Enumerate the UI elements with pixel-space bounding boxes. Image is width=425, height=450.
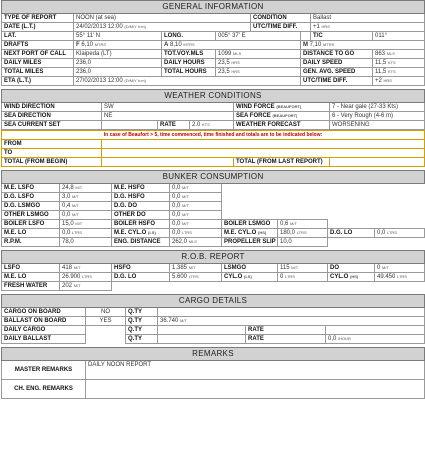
rob-cyl-hs-label xyxy=(328,273,375,282)
me-lo-unit: LTRS xyxy=(72,230,82,235)
remarks-table xyxy=(1,347,425,399)
bunker-item-unit: M/T xyxy=(182,185,189,190)
cargo-qty-field[interactable] xyxy=(158,308,425,317)
to-label: TO xyxy=(2,149,102,158)
general-information-table xyxy=(1,0,425,86)
wind-force-field[interactable]: 7 - Near gale (27-33 Kts) xyxy=(330,103,425,112)
eng-distance-value: 262,0 xyxy=(172,239,188,245)
utc-diff-value: +1 xyxy=(313,24,320,30)
daily-ballast-rate-field[interactable] xyxy=(326,335,425,344)
condition-field[interactable]: Ballast xyxy=(311,14,425,23)
eta-utc-field[interactable] xyxy=(373,77,425,86)
wind-direction-label: WIND DIRECTION xyxy=(2,103,102,112)
propeller-slip-field[interactable]: 10,0 xyxy=(278,238,328,247)
weather-forecast-field[interactable]: WORSENING xyxy=(330,121,425,130)
gen-avg-speed-value: 11,5 xyxy=(375,69,387,75)
draft-fore-value: 6,10 xyxy=(81,42,94,48)
boiler-lsmgo-field[interactable] xyxy=(278,220,328,229)
drafts-label: DRAFTS xyxy=(2,41,74,50)
bunker-item-field[interactable] xyxy=(60,184,112,193)
bunker-item-label: D.G. LSMGO xyxy=(2,202,60,211)
ballast-qty-label: Q.TY xyxy=(126,317,158,326)
draft-mid-unit: MTRS xyxy=(323,42,335,47)
bunker-item-value: 0,0 xyxy=(172,212,181,218)
gen-avg-speed-unit: KTS xyxy=(387,69,396,74)
sea-force-scale: (BEAUFORT) xyxy=(272,113,298,118)
daily-hours-field[interactable] xyxy=(216,59,301,68)
general-information-title: GENERAL INFORMATION xyxy=(2,1,425,14)
dist-to-go-field[interactable] xyxy=(373,50,425,59)
date-label: DATE (L.T.) xyxy=(2,23,74,32)
me-cyl-hs-unit: LTRS xyxy=(296,230,307,235)
rob-report-table xyxy=(1,250,425,291)
rob-dg-lo-unit: LTRS xyxy=(188,274,199,279)
me-cyl-ls-label xyxy=(112,229,170,238)
bunker-consumption-table xyxy=(1,170,425,247)
master-remarks-label: MASTER REMARKS xyxy=(2,361,86,380)
total-hours-value: 23,5 xyxy=(218,69,230,75)
ch-eng-remarks-label: CH. ENG. REMARKS xyxy=(2,380,86,399)
bunker-item-unit: M/T xyxy=(182,212,189,217)
rob-blank xyxy=(112,282,425,291)
weather-forecast-label: WEATHER FORECAST xyxy=(234,121,330,130)
gen-avg-speed-field[interactable] xyxy=(373,68,425,77)
me-lo-value: 0,0 xyxy=(62,230,71,236)
dist-to-go-unit: MLS xyxy=(386,51,395,56)
bunker-item-field[interactable] xyxy=(60,211,112,220)
daily-cargo-qty-field[interactable] xyxy=(158,326,246,335)
bunker-item-unit: M/T xyxy=(75,185,83,190)
bunker-item-field[interactable] xyxy=(170,193,222,202)
bunker-item-label: M.E. HSFO xyxy=(112,184,170,193)
draft-mid-field[interactable] xyxy=(301,41,425,50)
type-of-report-label: TYPE OF REPORT xyxy=(2,14,74,23)
rob-do-field[interactable] xyxy=(375,264,425,273)
draft-fore-label: F xyxy=(76,42,80,48)
draft-mid-value: 7,10 xyxy=(309,42,322,48)
draft-mid-label: M xyxy=(303,42,308,48)
me-cyl-ls-tag: (LS) xyxy=(148,230,156,235)
rob-lsfo-field[interactable] xyxy=(60,264,112,273)
rob-cyl-hs-field[interactable] xyxy=(375,273,425,282)
boiler-lsmgo-value: 0,6 xyxy=(280,221,289,227)
bunker-item-label: D.G. HSFO xyxy=(112,193,170,202)
master-remarks-field[interactable]: DAILY NOON REPORT xyxy=(86,361,425,380)
daily-ballast-rate-unit: /HOUR xyxy=(338,336,351,341)
bunker-item-label: M.E. LSFO xyxy=(2,184,60,193)
bunker-item-value: 0,0 xyxy=(172,194,181,200)
total-from-last-field[interactable] xyxy=(330,158,425,167)
rate-field[interactable] xyxy=(190,121,234,130)
rob-hsfo-unit: M/T xyxy=(188,265,196,270)
bunker-item-value: 3,0 xyxy=(62,194,71,200)
boiler-hsfo-value: 0,0 xyxy=(172,221,181,227)
rob-do-unit: M/T xyxy=(382,265,389,270)
rob-cyl-hs-label-text: CYL.O xyxy=(330,274,349,280)
rob-fresh-water-label: FRESH WATER xyxy=(2,282,60,291)
rob-cyl-ls-tag: (LS) xyxy=(244,274,252,279)
me-cyl-hs-field[interactable] xyxy=(278,229,328,238)
wind-direction-field[interactable]: SW xyxy=(102,103,234,112)
rob-lsmgo-label: LSMGO xyxy=(222,264,278,273)
rob-do-value: 0 xyxy=(377,265,381,271)
propeller-slip-label: PROPELLER SLIP xyxy=(222,238,278,247)
me-cyl-ls-field[interactable] xyxy=(170,229,222,238)
long-label: LONG. xyxy=(162,32,216,41)
rob-cyl-ls-unit: LTRS xyxy=(285,274,295,279)
next-port-label: NEXT PORT OF CALL xyxy=(2,50,74,59)
draft-aft-value: 8,10 xyxy=(170,42,182,48)
total-hours-label: TOTAL HOURS xyxy=(162,68,216,77)
eta-utc-label: UTC/TIME DIFF. xyxy=(301,77,373,86)
rpm-field[interactable]: 78,0 xyxy=(60,238,112,247)
rob-dg-lo-label: D.G. LO xyxy=(112,273,170,282)
daily-ballast-blank xyxy=(86,335,126,344)
tot-voy-value: 1099 xyxy=(218,51,232,57)
total-from-begin-label: TOTAL (FROM BEGIN) xyxy=(2,158,102,167)
draft-aft-field[interactable] xyxy=(162,41,301,50)
rob-hsfo-value: 1.385 xyxy=(172,265,188,271)
next-port-field[interactable]: Klaipeda (LT) xyxy=(74,50,162,59)
utc-diff-unit: HRS xyxy=(321,24,330,29)
bunker-item-field[interactable] xyxy=(60,193,112,202)
cargo-qty-label: Q.TY xyxy=(126,308,158,317)
sea-direction-label: SEA DIRECTION xyxy=(2,112,102,121)
rob-hsfo-label: HSFO xyxy=(112,264,170,273)
daily-ballast-label: DAILY BALLAST xyxy=(2,335,86,344)
draft-aft-unit: MTRS xyxy=(183,42,195,47)
bunker-item-field[interactable] xyxy=(170,211,222,220)
cargo-details-title: CARGO DETAILS xyxy=(2,295,425,308)
bunker-item-unit: M/T xyxy=(182,203,189,208)
rob-me-lo-field[interactable] xyxy=(60,273,112,282)
rob-cyl-hs-unit: LTRS xyxy=(397,274,407,279)
lat-field[interactable]: 55° 11' N xyxy=(74,32,162,41)
rob-lsmgo-unit: M/T xyxy=(291,265,299,270)
daily-ballast-qty-field[interactable] xyxy=(158,335,246,344)
me-cyl-hs-tag: (HS) xyxy=(258,230,267,235)
total-miles-label: TOTAL MILES xyxy=(2,68,74,77)
boiler-hsfo-unit: M/T xyxy=(182,221,189,226)
cargo-on-board-field[interactable]: NO xyxy=(86,308,126,317)
rob-fresh-water-unit: M/T xyxy=(73,283,81,288)
total-from-begin-field[interactable] xyxy=(102,158,234,167)
eta-value: 27/02/2013 12:00 xyxy=(76,78,123,84)
draft-fore-unit: MTRS xyxy=(94,42,107,47)
rob-me-lo-unit: LTRS xyxy=(82,274,92,279)
bunker-item-field[interactable] xyxy=(170,202,222,211)
daily-speed-unit: KTS xyxy=(387,60,396,65)
rob-lsfo-unit: M/T xyxy=(73,265,81,270)
bunker-row-blank xyxy=(222,193,425,202)
daily-ballast-qty-label: Q.TY xyxy=(126,335,158,344)
tot-voy-label: TOT.VOY.MLS xyxy=(162,50,216,59)
cargo-on-board-label: CARGO ON BOARD xyxy=(2,308,86,317)
rob-dg-lo-field[interactable] xyxy=(170,273,222,282)
bunker-item-label: D.G. LSFO xyxy=(2,193,60,202)
boiler-hsfo-field[interactable] xyxy=(170,220,222,229)
me-cyl-ls-unit: LTRS xyxy=(182,230,192,235)
me-cyl-hs-label xyxy=(222,229,278,238)
rob-dg-lo-value: 5.600 xyxy=(172,274,188,280)
rob-me-lo-label: M.E. LO xyxy=(2,273,60,282)
boiler-lsmgo-label: BOILER LSMGO xyxy=(222,220,278,229)
draft-aft-label: A xyxy=(164,42,169,48)
rob-fresh-water-field[interactable] xyxy=(60,282,112,291)
total-from-last-label: TOTAL (FROM LAST REPORT) xyxy=(234,158,330,167)
daily-cargo-rate-label: RATE xyxy=(246,326,326,335)
daily-hours-value: 23,5 xyxy=(218,60,230,66)
bunker-row xyxy=(2,202,425,211)
rob-cyl-ls-label xyxy=(222,273,278,282)
long-field[interactable]: 005° 37' E xyxy=(216,32,301,41)
boiler-lsfo-unit: M/T xyxy=(75,221,83,226)
bunker-item-unit: M/T xyxy=(72,194,79,199)
daily-ballast-rate-value: 0,0 xyxy=(328,336,337,342)
bunker-row-blank xyxy=(222,184,425,193)
ballast-on-board-field[interactable]: YES xyxy=(86,317,126,326)
bunker-item-label: OTHER DO xyxy=(112,211,170,220)
dist-to-go-label: DISTANCE TO GO xyxy=(301,50,373,59)
draft-fore-field[interactable] xyxy=(74,41,162,50)
to-field[interactable] xyxy=(102,149,425,158)
ballast-on-board-label: BALLAST ON BOARD xyxy=(2,317,86,326)
bunker-consumption-title: BUNKER CONSUMPTION xyxy=(2,171,425,184)
bunker-item-value: 0,0 xyxy=(172,203,181,209)
bunker-item-label: D.G. DO xyxy=(112,202,170,211)
beaufort-note: In case of Beaufort > 5, time commenced, time finished and totals are to be indicated below: xyxy=(2,131,425,140)
dg-lo-field[interactable] xyxy=(375,229,425,238)
eng-distance-unit: MLS xyxy=(188,239,197,244)
rob-lsmgo-value: 115 xyxy=(280,265,290,271)
bunker-item-value: 24,8 xyxy=(62,185,74,191)
beaufort-box xyxy=(1,130,425,167)
daily-cargo-blank xyxy=(86,326,126,335)
daily-miles-field[interactable]: 236,0 xyxy=(74,59,162,68)
tc-spacer xyxy=(301,32,311,41)
sea-force-label xyxy=(234,112,330,121)
eng-distance-field[interactable] xyxy=(170,238,222,247)
total-hours-unit: HRS xyxy=(231,69,240,74)
rob-do-label: DO xyxy=(328,264,375,273)
rate-unit: KTS xyxy=(202,122,210,127)
dg-lo-value: 0,0 xyxy=(377,230,386,236)
bunker-row xyxy=(2,193,425,202)
ballast-qty-unit: M/T xyxy=(180,318,187,323)
sea-current-label: SEA CURRENT SET xyxy=(2,121,102,130)
sea-force-label-text: SEA FORCE xyxy=(236,113,271,119)
daily-cargo-qty-label: Q.TY xyxy=(126,326,158,335)
weather-conditions-title: WEATHER CONDITIONS xyxy=(2,90,425,103)
daily-cargo-rate-field[interactable] xyxy=(326,326,425,335)
bunker-item-value: 0,4 xyxy=(62,203,71,209)
wind-force-label xyxy=(234,103,330,112)
lat-label: LAT. xyxy=(2,32,74,41)
condition-label: CONDITION xyxy=(251,14,311,23)
dist-to-go-value: 863 xyxy=(375,51,386,57)
rob-lsmgo-field[interactable] xyxy=(278,264,328,273)
tot-voy-unit: MLS xyxy=(233,51,242,56)
rate-value: 2.0 xyxy=(192,122,201,128)
daily-cargo-label: DAILY CARGO xyxy=(2,326,86,335)
tot-voy-field[interactable] xyxy=(216,50,301,59)
from-label: FROM xyxy=(2,140,102,149)
bunker-item-value: 0,0 xyxy=(62,212,71,218)
ballast-qty-value: 36.740 xyxy=(160,318,179,324)
rob-cyl-ls-field[interactable] xyxy=(278,273,328,282)
gen-avg-speed-label: GEN. AVG. SPEED xyxy=(301,68,373,77)
bunker-row-blank xyxy=(222,211,425,220)
rpm-label: R.P.M. xyxy=(2,238,60,247)
ch-eng-remarks-field[interactable] xyxy=(86,380,425,399)
eta-utc-value: +2 xyxy=(375,78,382,84)
daily-miles-label: DAILY MILES xyxy=(2,59,74,68)
bunker-row xyxy=(2,184,425,193)
cargo-details-table xyxy=(1,294,425,344)
bunker-item-value: 0,0 xyxy=(172,185,181,191)
rob-cyl-hs-tag: (HS) xyxy=(350,274,359,279)
utc-diff-field[interactable] xyxy=(311,23,425,32)
rob-lsfo-label: LSFO xyxy=(2,264,60,273)
rpm-row-blank xyxy=(328,238,425,247)
eta-utc-unit: HRS xyxy=(383,78,392,83)
noon-report-form xyxy=(1,0,424,399)
total-hours-field[interactable] xyxy=(216,68,301,77)
boiler-lsfo-field[interactable] xyxy=(60,220,112,229)
rob-hsfo-field[interactable] xyxy=(170,264,222,273)
tc-label: T/C xyxy=(311,32,373,41)
tc-field[interactable]: 011° xyxy=(373,32,425,41)
eta-label: ETA (L.T.) xyxy=(2,77,74,86)
daily-speed-label: DAILY SPEED xyxy=(301,59,373,68)
utc-diff-label: UTC/TIME DIFF. xyxy=(251,23,311,32)
rob-report-title: R.O.B. REPORT xyxy=(2,251,425,264)
eta-field[interactable] xyxy=(74,77,301,86)
dg-lo-label: D.G. LO xyxy=(328,229,375,238)
bunker-item-unit: M/T xyxy=(72,212,79,217)
boiler-lsmgo-unit: M/T xyxy=(290,221,297,226)
dg-lo-unit: LTRS xyxy=(387,230,397,235)
daily-speed-value: 11,5 xyxy=(375,60,387,66)
me-cyl-ls-value: 0,0 xyxy=(172,230,181,236)
rob-cyl-hs-value: 49.450 xyxy=(377,274,396,280)
sea-current-field[interactable] xyxy=(102,121,158,130)
me-cyl-hs-value: 180,0 xyxy=(280,230,296,236)
me-lo-label: M.E. LO xyxy=(2,229,60,238)
boiler-row-blank xyxy=(328,220,425,229)
wind-force-label-text: WIND FORCE xyxy=(236,104,275,110)
date-format: (D/M/Y h:m) xyxy=(124,24,146,29)
rob-cyl-ls-label-text: CYL.O xyxy=(224,274,243,280)
rate-label: RATE xyxy=(158,121,190,130)
rob-lsfo-value: 418 xyxy=(62,265,73,271)
boiler-lsfo-label: BOILER LSFO xyxy=(2,220,60,229)
sea-direction-field[interactable]: NE xyxy=(102,112,234,121)
daily-ballast-rate-label: RATE xyxy=(246,335,326,344)
eng-distance-label: ENG. DISTANCE xyxy=(112,238,170,247)
ballast-qty-field[interactable] xyxy=(158,317,425,326)
date-field[interactable] xyxy=(74,23,251,32)
bunker-item-unit: M/T xyxy=(72,203,79,208)
remarks-title: REMARKS xyxy=(2,348,425,361)
me-cyl-hs-label-text: M.E. CYL.O xyxy=(224,230,257,236)
wind-force-scale: (BEAUFORT) xyxy=(276,104,302,109)
total-miles-field[interactable]: 236,0 xyxy=(74,68,162,77)
daily-hours-label: DAILY HOURS xyxy=(162,59,216,68)
daily-speed-field[interactable] xyxy=(373,59,425,68)
boiler-lsfo-value: 15,0 xyxy=(62,221,74,227)
bunker-item-field[interactable] xyxy=(60,202,112,211)
from-field[interactable] xyxy=(102,140,425,149)
bunker-item-unit: M/T xyxy=(182,194,189,199)
rob-me-lo-value: 26.900 xyxy=(62,274,81,280)
type-of-report-field[interactable]: NOON (at sea) xyxy=(74,14,251,23)
rob-fresh-water-value: 202 xyxy=(62,283,73,289)
date-value: 24/02/2013 12:00 xyxy=(76,24,123,30)
bunker-item-label: OTHER LSMGO xyxy=(2,211,60,220)
rob-cyl-ls-value: 0 xyxy=(280,274,284,280)
me-cyl-ls-label-text: M.E. CYL.O xyxy=(114,230,147,236)
bunker-row xyxy=(2,211,425,220)
sea-force-field[interactable]: 6 - Very Rough (4-6 m) xyxy=(330,112,425,121)
boiler-hsfo-label: BOILER HSFO xyxy=(112,220,170,229)
eta-format: (D/M/Y h:m) xyxy=(124,78,146,83)
bunker-item-field[interactable] xyxy=(170,184,222,193)
weather-conditions-table xyxy=(1,89,425,130)
me-lo-field[interactable] xyxy=(60,229,112,238)
daily-hours-unit: HRS xyxy=(231,60,240,65)
bunker-row-blank xyxy=(222,202,425,211)
